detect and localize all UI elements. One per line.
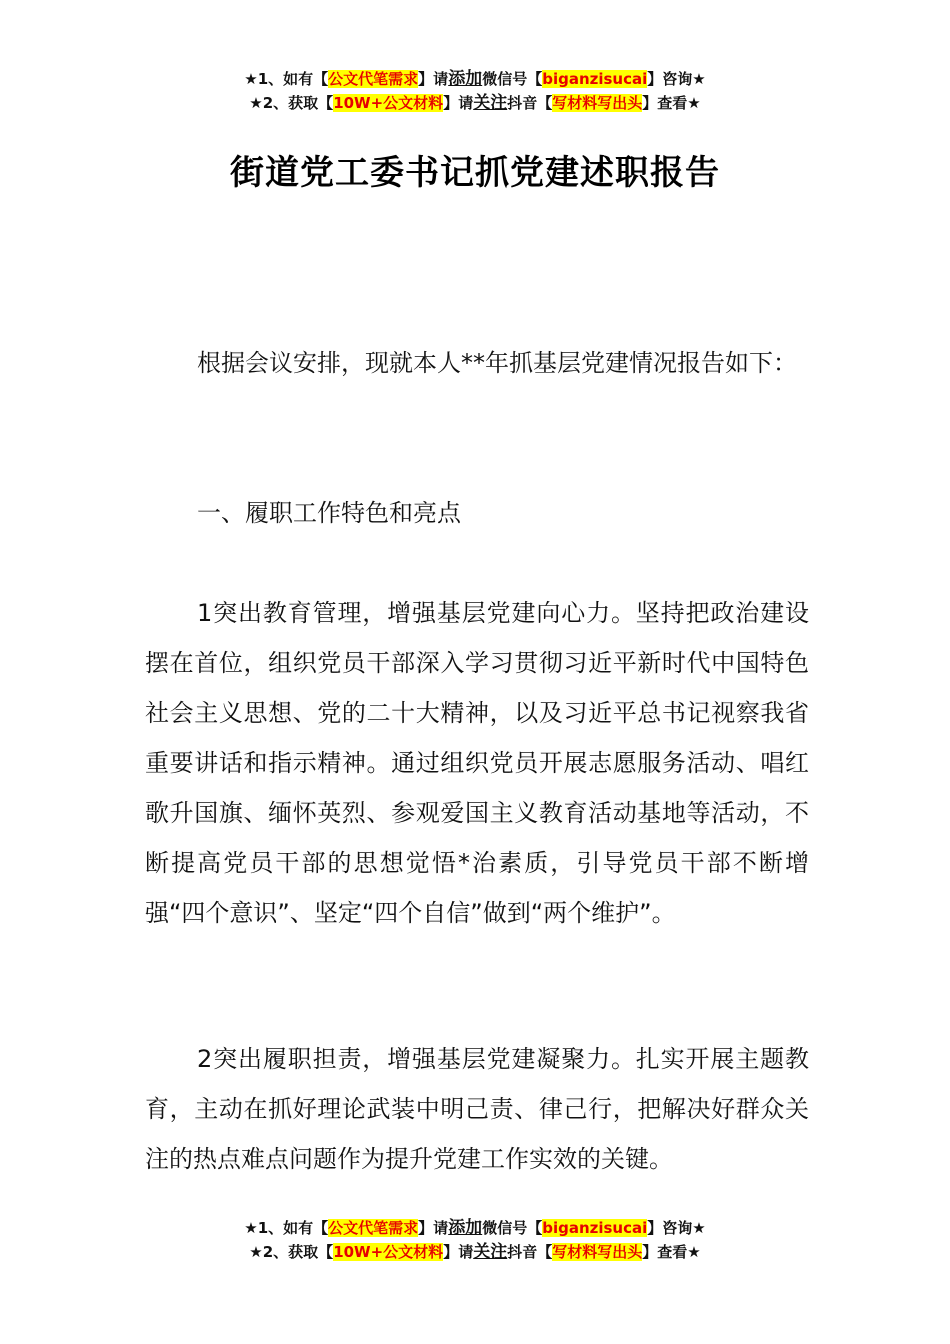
paragraph-item-2: 2突出履职担责，增强基层党建凝聚力。扎实开展主题教育，主动在抓好理论武装中明己责、律己行，把解决好群众关注的热点难点问题作为提升党建工作实效的关键。 bbox=[145, 1045, 809, 1173]
section-heading-1: 一、履职工作特色和亮点 bbox=[197, 499, 461, 527]
header-ad-line-2: ★2、获取【10W+公文材料】请关注抖音【写材料写出头】查看★ bbox=[249, 93, 701, 113]
paragraph-item-1: 1突出教育管理，增强基层党建向心力。坚持把政治建设摆在首位，组织党员干部深入学习贯彻习近平新时代中国特色社会主义思想、党的二十大精神，以及习近平总书记视察我省重要讲话和指示精神。通过组织党员开展志愿服务活动、唱红歌升国旗、缅怀英烈、参观爱国主义教育活动基地等活动，不断提高党员干部的思想觉悟*治素质，引导党员干部不断增强“四个意识”、坚定“四个自信”做到“两个维护”。 bbox=[145, 599, 809, 927]
ad-highlight-douyin-id: 写材料写出头 bbox=[552, 94, 643, 112]
document-title: 街道党工委书记抓党建述职报告 bbox=[230, 153, 720, 193]
ad-highlight-wechat-id: biganzisucai bbox=[542, 70, 648, 88]
ad-highlight-service: 公文代笔需求 bbox=[328, 70, 419, 88]
footer-ad-line-2: ★2、获取【10W+公文材料】请关注抖音【写材料写出头】查看★ bbox=[249, 1242, 701, 1262]
header-ad-line-1: ★1、如有【公文代笔需求】请添加微信号【biganzisucai】咨询★ bbox=[244, 69, 706, 89]
ad-highlight-materials: 10W+公文材料 bbox=[333, 1243, 444, 1261]
ad-highlight-materials: 10W+公文材料 bbox=[333, 94, 444, 112]
ad-highlight-service: 公文代笔需求 bbox=[328, 1219, 419, 1237]
paragraph-intro: 根据会议安排，现就本人**年抓基层党建情况报告如下： bbox=[197, 349, 797, 377]
footer-ad-banner bbox=[0, 1216, 950, 1264]
footer-ad-line-1: ★1、如有【公文代笔需求】请添加微信号【biganzisucai】咨询★ bbox=[244, 1218, 706, 1238]
ad-highlight-douyin-id: 写材料写出头 bbox=[552, 1243, 643, 1261]
header-ad-banner bbox=[0, 67, 950, 115]
ad-highlight-wechat-id: biganzisucai bbox=[542, 1219, 648, 1237]
